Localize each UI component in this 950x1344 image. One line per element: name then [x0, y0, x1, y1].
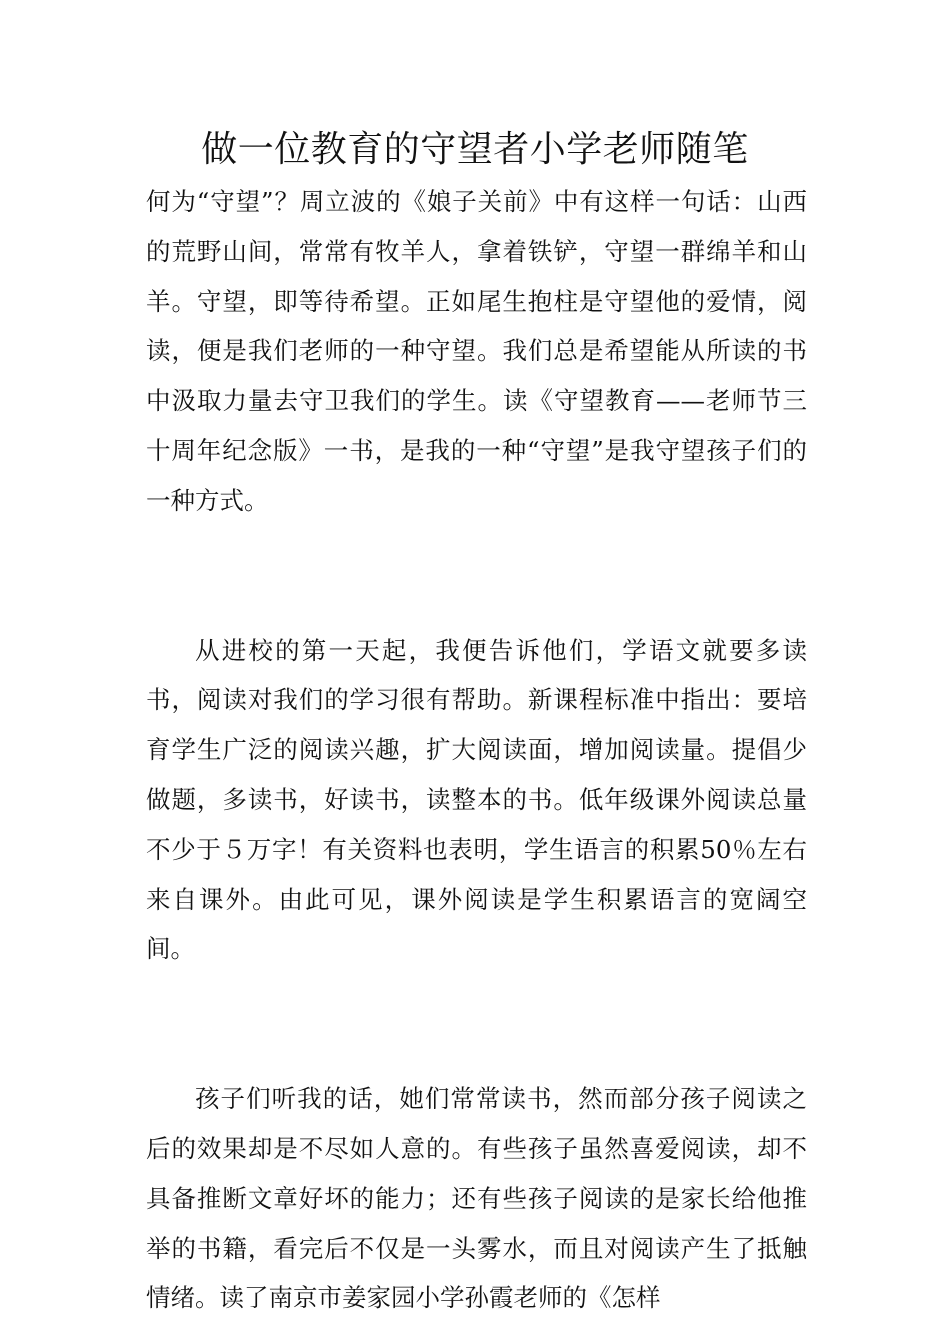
paragraph-3: 孩子们听我的话，她们常常读书，然而部分孩子阅读之后的效果却是不尽如人意的。有些孩子虽然喜爱阅读，却不具备推断文章好坏的能力；还有些孩子阅读的是家长给他推举的书籍，看完后不仅是一头雾水，而且对阅读产生了抵触情绪。读了南京市姜家园小学孙霞老师的《怎样	[146, 1084, 807, 1313]
document-body	[146, 177, 807, 1323]
paragraph-2: 从进校的第一天起，我便告诉他们，学语文就要多读书，阅读对我们的学习很有帮助。新课程标准中指出：要培育学生广泛的阅读兴趣，扩大阅读面，增加阅读量。提倡少做题，多读书，好读书，读整本的书。低年级课外阅读总量不少于５万字！有关资料也表明，学生语言的积累50％左右来自课外。由此可见，课外阅读是学生积累语言的宽阔空间。	[146, 635, 807, 964]
paragraph-1: 何为“守望”？周立波的《娘子关前》中有这样一句话：山西的荒野山间，常常有牧羊人，拿着铁铲，守望一群绵羊和山羊。守望，即等待希望。正如尾生抱柱是守望他的爱情，阅读，便是我们老师的一种守望。我们总是希望能从所读的书中汲取力量去守卫我们的学生。读《守望教育——老师节三十周年纪念版》一书，是我的一种“守望”是我守望孩子们的一种方式。	[146, 187, 807, 515]
document-title: 做一位教育的守望者小学老师随笔	[201, 129, 749, 170]
